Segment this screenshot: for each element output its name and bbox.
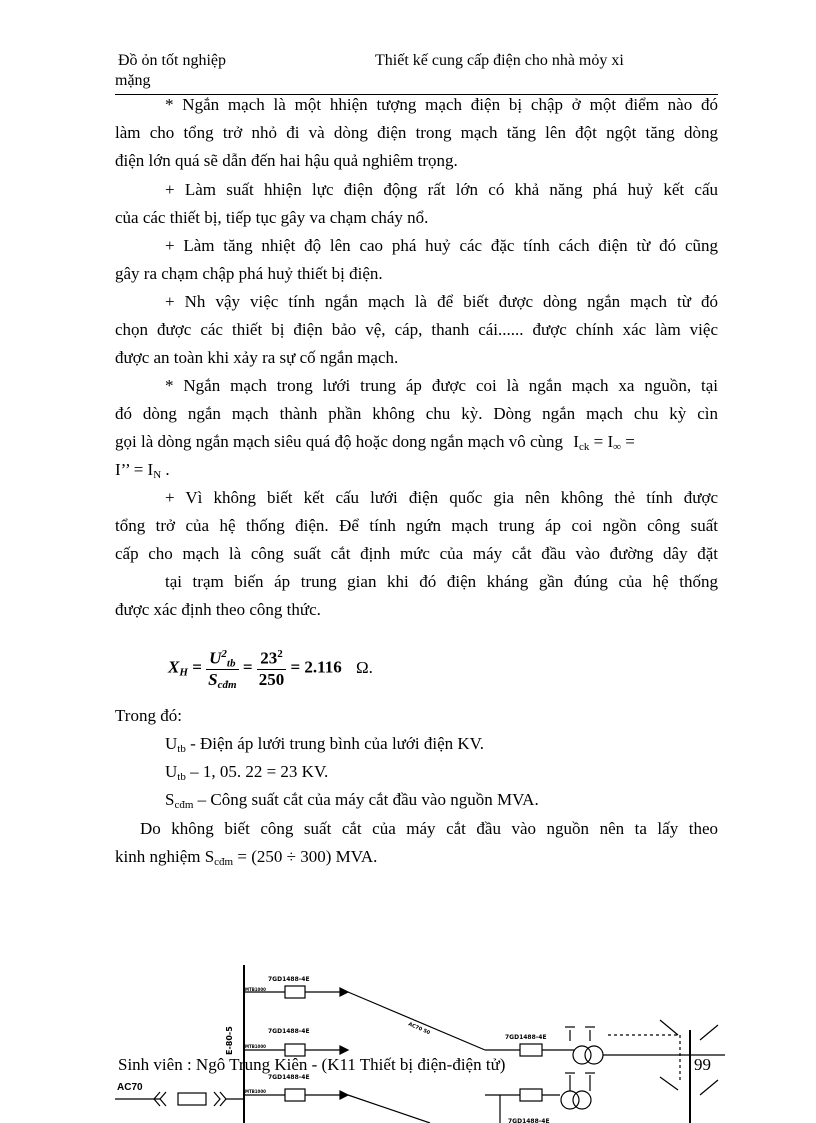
breaker-symbol <box>285 986 305 998</box>
where-item: $U_{tb} - 1$, 05. 22 = 23 KV. <box>165 762 329 783</box>
paragraph-line: I’’ = $I_N$ . <box>115 460 170 481</box>
breaker-label: 7GD1488-4E <box>268 976 310 983</box>
header-right: Thiết kế cung cấp điện cho nhà mỏy xi <box>375 52 624 69</box>
small-label: MTB1000 <box>245 1089 266 1094</box>
paragraph-line: tổng trở của hệ thống điện. Để tính ngứn mạch trung áp coi ngồn công suất <box>115 516 718 535</box>
single-line-diagram <box>0 955 816 1123</box>
cable-label: AC70 <box>117 1082 143 1093</box>
breaker-label: 7GD1488-4E <box>505 1034 547 1041</box>
paragraph-line: + Vì không biết kết cấu lưới điện quốc gia nên không thẻ tính được <box>165 488 718 507</box>
cable-diagonal-label: AC70 50 <box>407 1021 431 1037</box>
paragraph-line: được xác định theo công thức. <box>115 600 321 619</box>
closing-line: kinh nghiệm $S_{cđm} = (250 \div 300)$ MVA. <box>115 847 378 868</box>
paragraph-line: + Làm suất hhiện lực điện động rất lớn có khả năng phá huỷ kết cấu <box>165 180 718 199</box>
paragraph-line: làm cho tổng trở nhỏ đi và dòng điện trong mạch tăng lên đột ngột tăng dòng <box>115 123 718 142</box>
where-title: Trong đó: <box>115 706 182 725</box>
paragraph-line: tại trạm biến áp trung gian khi đó điện kháng gần đúng của hệ thống <box>165 572 718 591</box>
closing-line: Do không biết công suất cắt của máy cắt đầu vào nguồn nên ta lấy theo <box>140 819 718 838</box>
breaker-label: 7GD1488-4E <box>268 1028 310 1035</box>
paragraph-line: * Ngắn mạch là một hhiện tượng mạch điện bị chập ở một điểm nào đó <box>165 95 718 114</box>
paragraph-line: + Nh vậy việc tính ngắn mạch là để biết được dòng ngắn mạch từ đó <box>165 292 718 311</box>
paragraph-line: được an toàn khi xảy ra sự cố ngắn mạch. <box>115 348 399 367</box>
formula-xh: $X_H$ = $\frac{U^2_{tb}}{S_{cđm}}$ = $\frac{23^2}{250}$ = 2.116 Ω. <box>168 648 373 691</box>
paragraph-line: đó dòng ngắn mạch thành phần không chu kỳ. Dòng ngắn mạch chu kỳ cìn <box>115 404 718 423</box>
breaker-label: 7GD1488-4E <box>508 1118 550 1123</box>
paragraph-line: chọn được các thiết bị điện bảo vệ, cáp, thanh cái...... được chính xác làm việc <box>115 320 718 339</box>
breaker-label: 7GD1488-4E <box>268 1074 310 1081</box>
paragraph-line: điện lớn quá sẽ dẫn đến hai hậu quả nghiêm trọng. <box>115 151 458 170</box>
paragraph-line: cấp cho mạch là công suất cắt định mức của máy cắt đầu vào đường dây đặt <box>115 544 718 563</box>
where-item: $S_{cđm}$ – Công suất cắt của máy cắt đầu vào nguồn MVA. <box>165 790 539 811</box>
small-label: MTB1000 <box>245 987 266 992</box>
small-label: MTB1000 <box>245 1044 266 1049</box>
header-left: Đồ ỏn tốt nghiệp <box>118 52 226 69</box>
footer-text: Sinh viên : Ngô Trung Kiên - (K11 Thiết bị điện-điện tử) <box>118 1055 506 1074</box>
paragraph-line: gọi là dòng ngắn mạch siêu quá độ hoặc dong ngắn mạch vô cùng $I_{ck} = I_\infty$ = <box>115 432 635 453</box>
paragraph-line: * Ngắn mạch trong lưới trung áp được coi là ngắn mạch xa nguồn, tại <box>165 376 718 395</box>
where-item: $U_{tb}$ - Điện áp lưới trung bình của lưới điện KV. <box>165 734 484 755</box>
paragraph-line: gây ra chạm chập phá huỷ thiết bị điện. <box>115 264 383 283</box>
paragraph-line: của các thiết bị, tiếp tục gây va chạm cháy nổ. <box>115 208 429 227</box>
page-number: 99 <box>694 1055 711 1074</box>
paragraph-line: + Làm tăng nhiệt độ lên cao phá huỷ các đặc tính cách điện từ đó cũng <box>165 236 718 255</box>
breaker-symbol <box>285 1089 305 1101</box>
side-label: E-80-5 <box>225 1026 234 1055</box>
header-left-continuation: mặng <box>115 72 151 89</box>
